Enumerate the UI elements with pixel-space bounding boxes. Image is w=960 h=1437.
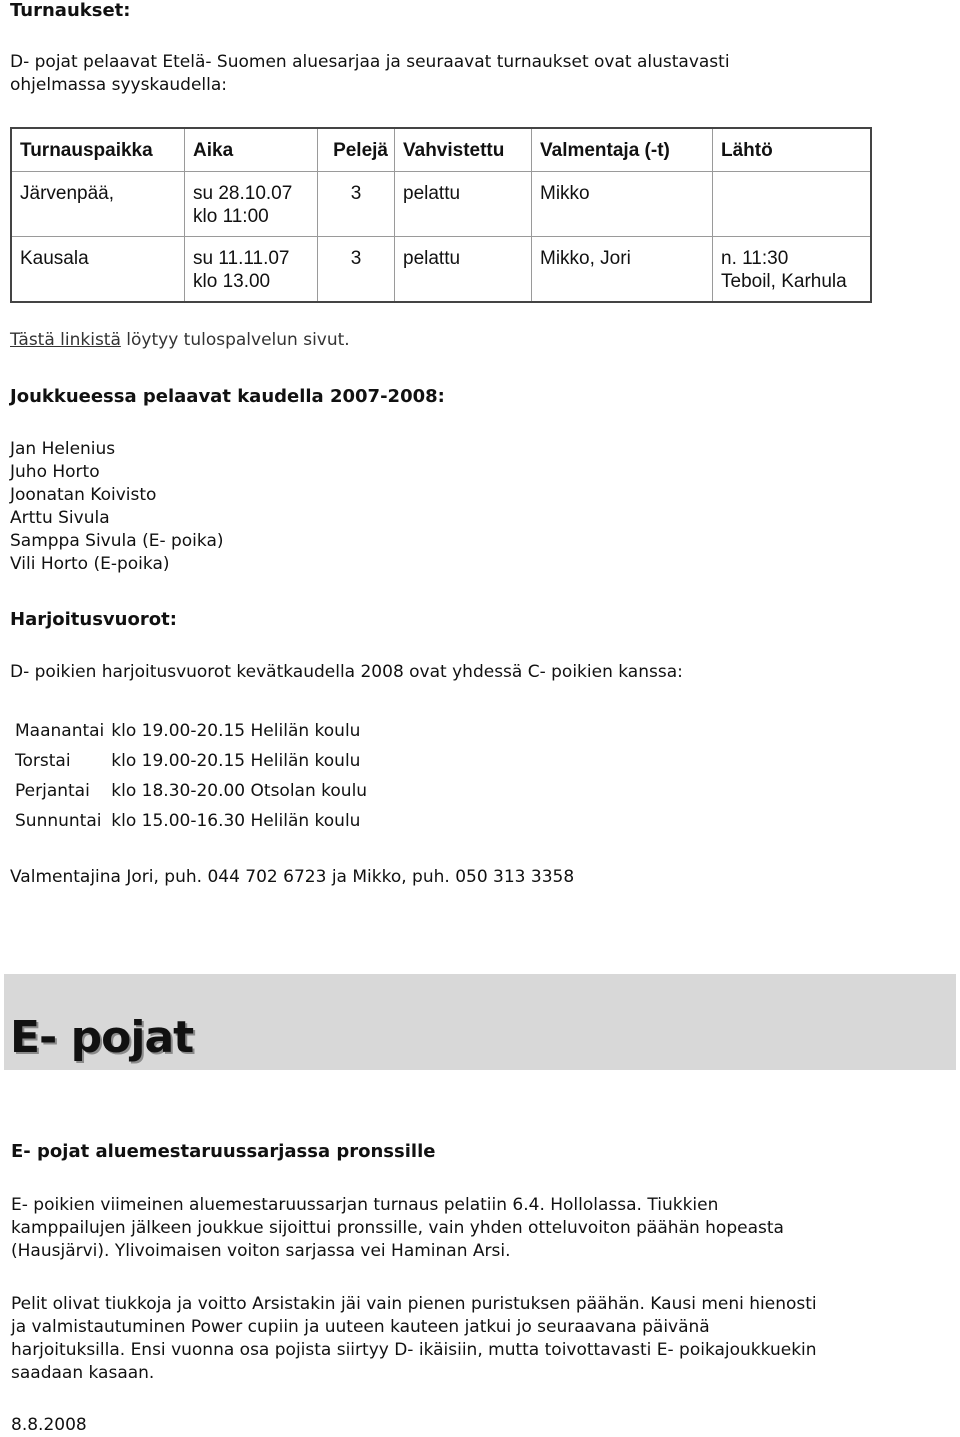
roster-player: Samppa Sivula (E- poika)	[10, 531, 224, 551]
roster-heading: Joukkueessa pelaavat kaudella 2007-2008:	[10, 386, 445, 407]
header-departure: Lähtö	[713, 128, 872, 172]
cell-coach: Mikko, Jori	[532, 237, 713, 303]
roster-player: Vili Horto (E-poika)	[10, 554, 170, 574]
intro-line-1: D- pojat pelaavat Etelä- Suomen aluesarjaa ja seuraavat turnaukset ovat alustavasti	[10, 52, 730, 72]
roster-player: Joonatan Koivisto	[10, 485, 157, 505]
cell-games: 3	[318, 172, 395, 237]
date-text: 8.8.2008	[11, 1415, 87, 1435]
table-header-row	[11, 128, 871, 172]
schedule-day: Torstai	[15, 751, 71, 771]
paragraph-line: saadaan kasaan.	[11, 1363, 155, 1383]
schedule-day: Perjantai	[15, 781, 90, 801]
results-link-line	[10, 329, 350, 352]
schedule-day: Maanantai	[15, 721, 105, 741]
tournaments-heading: Turnaukset:	[10, 0, 131, 21]
cell-departure	[713, 237, 872, 303]
practice-intro: D- poikien harjoitusvuorot kevätkaudella 2008 ovat yhdessä C- poikien kanssa:	[10, 662, 683, 682]
cell-departure-place: Teboil, Karhula	[721, 271, 847, 292]
schedule-time: klo 18.30-20.00 Otsolan koulu	[111, 781, 368, 801]
roster-player: Arttu Sivula	[10, 508, 110, 528]
cell-departure	[713, 172, 872, 237]
cell-time	[185, 172, 318, 237]
practice-schedule	[12, 716, 371, 836]
roster-player: Juho Horto	[10, 462, 100, 482]
table-row	[11, 237, 871, 303]
cell-confirmed: pelattu	[395, 237, 532, 303]
e-paragraph-1	[11, 1194, 941, 1263]
tournament-table	[10, 127, 872, 303]
cell-departure-time: n. 11:30	[721, 248, 789, 269]
paragraph-line: (Hausjärvi). Ylivoimaisen voiton sarjassa vei Haminan Arsi.	[11, 1241, 511, 1261]
header-time: Aika	[185, 128, 318, 172]
header-games: Pelejä	[318, 128, 395, 172]
coaches-line: Valmentajina Jori, puh. 044 702 6723 ja Mikko, puh. 050 313 3358	[10, 867, 575, 887]
schedule-time: klo 19.00-20.15 Helilän koulu	[111, 751, 361, 771]
cell-time	[185, 237, 318, 303]
schedule-day: Sunnuntai	[15, 811, 102, 831]
paragraph-line: ja valmistautuminen Power cupiin ja uuteen kauteen jatkui jo seuraavana päivänä	[11, 1317, 710, 1337]
table-row	[11, 172, 871, 237]
cell-place: Kausala	[11, 237, 185, 303]
header-place: Turnauspaikka	[11, 128, 185, 172]
practice-heading: Harjoitusvuorot:	[10, 609, 177, 630]
schedule-row	[12, 746, 371, 776]
results-link[interactable]: Tästä linkistä	[10, 330, 121, 350]
header-confirmed: Vahvistettu	[395, 128, 532, 172]
paragraph-line: harjoituksilla. Ensi vuonna osa pojista siirtyy D- ikäisiin, mutta toivottavasti E- poikajoukkuekin	[11, 1340, 817, 1360]
schedule-time: klo 19.00-20.15 Helilän koulu	[111, 721, 361, 741]
cell-time-clock: klo 11:00	[193, 206, 269, 227]
intro-line-2: ohjelmassa syyskaudella:	[10, 75, 228, 95]
cell-time-date: su 11.11.07	[193, 248, 290, 269]
cell-games: 3	[318, 237, 395, 303]
paragraph-line: kamppailujen jälkeen joukkue sijoittui pronssille, vain yhden otteluvoiton päähän hopeasta	[11, 1218, 784, 1238]
header-coach: Valmentaja (-t)	[532, 128, 713, 172]
cell-place: Järvenpää,	[11, 172, 185, 237]
cell-coach: Mikko	[532, 172, 713, 237]
paragraph-line: E- poikien viimeinen aluemestaruussarjan turnaus pelatiin 6.4. Hollolassa. Tiukkien	[11, 1195, 719, 1215]
paragraph-line: Pelit olivat tiukkoja ja voitto Arsistakin jäi vain pienen puristuksen päähän. Kausi meni hienosti	[11, 1294, 817, 1314]
e-paragraph-2	[11, 1293, 941, 1385]
banner-title: E- pojat	[10, 1012, 194, 1063]
e-heading: E- pojat aluemestaruussarjassa pronssille	[11, 1141, 436, 1162]
cell-confirmed: pelattu	[395, 172, 532, 237]
cell-time-clock: klo 13.00	[193, 271, 271, 292]
schedule-row	[12, 716, 371, 746]
results-link-rest: löytyy tulospalvelun sivut.	[120, 330, 350, 350]
schedule-row	[12, 806, 371, 836]
roster-player: Jan Helenius	[10, 439, 116, 459]
schedule-time: klo 15.00-16.30 Helilän koulu	[111, 811, 361, 831]
schedule-row	[12, 776, 371, 806]
cell-time-date: su 28.10.07	[193, 183, 293, 204]
roster-list	[10, 438, 224, 576]
